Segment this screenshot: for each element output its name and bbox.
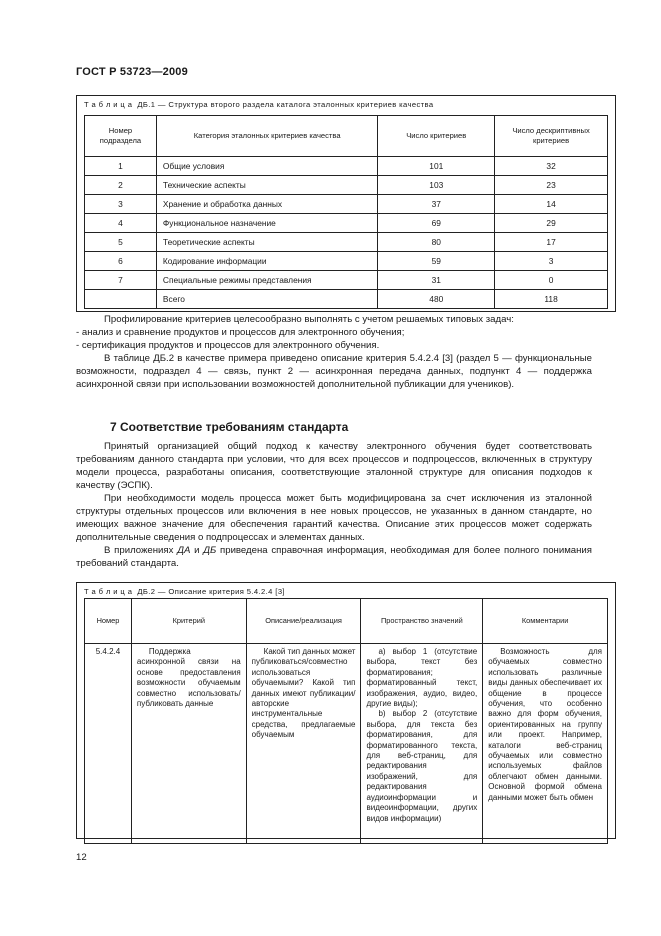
total-descriptive: 118 [495, 290, 608, 309]
annex-ref: ДА [177, 545, 191, 556]
table2-col-comments: Комментарии [483, 599, 608, 644]
row-criteria: 31 [378, 271, 495, 290]
comments-text: Возможность для обучаемых совместно использовать различные виды данных обеспечивает их общение в процессе обучения, что особенно важно для форм обучения, ориентированных на группу или проект. Например, каталоги веб-страниц обучаемых или совместно используемых файлов облегчают обмен данными. Основной формой обмена данными может быть обмен [483, 644, 608, 844]
page-number: 12 [76, 852, 87, 863]
table1 [84, 115, 608, 309]
table2-header-row [85, 599, 608, 644]
bullet-item: - анализ и сравнение продуктов и процессов для электронного обучения; [76, 327, 405, 338]
row-criteria: 101 [378, 157, 495, 176]
row-descriptive: 14 [495, 195, 608, 214]
row-criteria: 80 [378, 233, 495, 252]
table1-header-row [85, 116, 608, 157]
row-criteria: 103 [378, 176, 495, 195]
table2-caption [84, 587, 285, 596]
annex-ref: ДБ [203, 545, 217, 556]
row-number: 5 [85, 233, 157, 252]
table2-caption-text: ДБ.2 — Описание критерия 5.4.2.4 [3] [137, 587, 285, 596]
total-label: Всего [156, 290, 377, 309]
row-descriptive: 32 [495, 157, 608, 176]
row-criteria: 69 [378, 214, 495, 233]
value-option-a: а) выбор 1 (отсутствие выбора, текст без форматирования; форматированный текст, изображения, аудио, видео, другие виды); [366, 647, 478, 709]
row-category: Специальные режимы представления [156, 271, 377, 290]
row-descriptive: 23 [495, 176, 608, 195]
row-criteria: 37 [378, 195, 495, 214]
table1-col-criteria: Число критериев [378, 116, 495, 157]
table1-caption [84, 100, 434, 109]
table-row [85, 252, 608, 271]
row-descriptive: 3 [495, 252, 608, 271]
table-row [85, 157, 608, 176]
table-row [85, 176, 608, 195]
section-heading: 7 Соответствие требованиям стандарта [110, 420, 349, 434]
value-option-b: b) выбор 2 (отсутствие выбора, для текста без форматирования, для форматированного текста, для веб-страниц, для редактирования изображений, для редактирования аудиоинформации и видеоинформации, других видов информации) [366, 709, 478, 823]
paragraph: Принятый организацией общий подход к качеству электронного обучения будет соответствовать требованиям данного стандарта при условии, что для всех процессов и подпроцессов, включенных в структуру модели процесса, разработаны описания, соответствующие эталонной структуре для описания подходов к качеству (ЭСПК). [76, 441, 592, 491]
row-category: Функциональное назначение [156, 214, 377, 233]
row-number: 2 [85, 176, 157, 195]
table-row [85, 644, 608, 844]
row-number: 4 [85, 214, 157, 233]
row-number: 7 [85, 271, 157, 290]
row-descriptive: 0 [495, 271, 608, 290]
criterion-number: 5.4.2.4 [85, 644, 132, 844]
row-number: 6 [85, 252, 157, 271]
table2-caption-prefix: Т а б л и ц а [84, 587, 133, 596]
row-descriptive: 29 [495, 214, 608, 233]
table-row [85, 214, 608, 233]
description-text: Какой тип данных может публиковаться/совместно использоваться обучаемыми? Какой тип данных имеют публикации/ авторские инструментальные средства, предлагаемые обучаемым [246, 644, 361, 844]
section7-text [76, 440, 592, 570]
table1-total-row [85, 290, 608, 309]
paragraph: В таблице ДБ.2 в качестве примера приведено описание критерия 5.4.2.4 [3] (раздел 5 — функциональные возможности, подраздел 4 — связь, пункт 2 — асинхронная передача данных, подпункт 4 — поддержка асинхронной связи при использовании возможностей дополнительной публикации для учеников). [76, 353, 592, 390]
row-number [85, 290, 157, 309]
paragraph [76, 544, 592, 570]
row-number: 3 [85, 195, 157, 214]
table2-col-description: Описание/реализация [246, 599, 361, 644]
row-category: Теоретические аспекты [156, 233, 377, 252]
criterion-text: Поддержка асинхронной связи на основе предоставления возможности обучаемым совместно использовать/публиковать данные [131, 644, 246, 844]
row-number: 1 [85, 157, 157, 176]
table-row [85, 271, 608, 290]
text-run: и [190, 545, 204, 556]
table1-caption-text: ДБ.1 — Структура второго раздела каталога эталонных критериев качества [137, 100, 434, 109]
values-cell [361, 644, 483, 844]
total-criteria: 480 [378, 290, 495, 309]
row-category: Кодирование информации [156, 252, 377, 271]
row-category: Хранение и обработка данных [156, 195, 377, 214]
table1-caption-prefix: Т а б л и ц а [84, 100, 133, 109]
row-descriptive: 17 [495, 233, 608, 252]
table2-col-criterion: Критерий [131, 599, 246, 644]
table1-col-descriptive: Число дескриптивных критериев [495, 116, 608, 157]
row-category: Общие условия [156, 157, 377, 176]
row-criteria: 59 [378, 252, 495, 271]
profiling-text [76, 313, 592, 391]
row-category: Технические аспекты [156, 176, 377, 195]
table-row [85, 195, 608, 214]
paragraph: Профилирование критериев целесообразно выполнять с учетом решаемых типовых задач: [104, 314, 514, 325]
table1-col-number: Номер подраздела [85, 116, 157, 157]
table2-col-values: Пространство значений [361, 599, 483, 644]
table1-col-category: Категория эталонных критериев качества [156, 116, 377, 157]
text-run: приведена справочная информация, необходимая для более полного понимания требований стандарта. [76, 545, 592, 569]
table2-col-number: Номер [85, 599, 132, 644]
table2 [84, 598, 608, 844]
table-row [85, 233, 608, 252]
text-run: В приложениях [104, 545, 178, 556]
paragraph: При необходимости модель процесса может быть модифицирована за счет исключения из эталонной структуры отдельных процессов или включения в нее новых процессов, не указанных в данном стандарте, но имеющих важное значение для обеспечения гарантий качества. Описание этих процессов может содержать дополнительные сведения о подпроцессах и элементах данных. [76, 493, 592, 543]
bullet-item: - сертификация продуктов и процессов для электронного обучения. [76, 340, 380, 351]
document-header: ГОСТ Р 53723—2009 [76, 66, 188, 78]
